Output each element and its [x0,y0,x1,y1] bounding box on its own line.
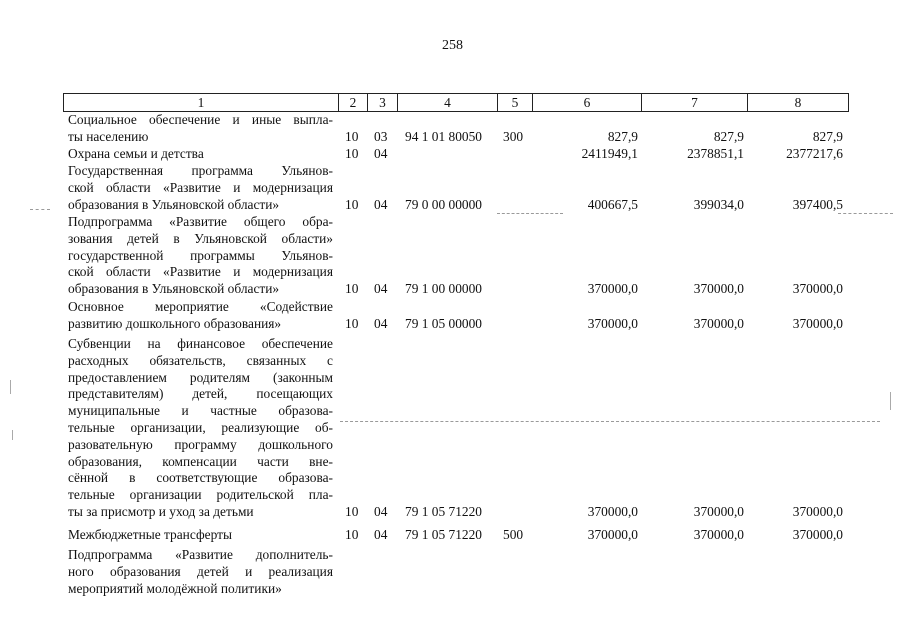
cell-col-8: 370000,0 [792,527,843,542]
description-line: государственной программы Ульянов- [68,247,333,263]
scan-artifact-mark [10,380,11,394]
cell-col-7: 370000,0 [693,527,744,542]
description-line: сённой в соответствующие образова- [68,470,333,486]
header-cell-3: 3 [368,93,398,112]
scan-artifact-line [30,209,50,210]
description-line: развитию дошкольного образования» [68,315,282,331]
description-line: муниципальные и частные образова- [68,403,333,419]
cell-col-8: 827,9 [812,128,843,144]
header-cell-1: 1 [63,93,339,112]
cell-col-3: 04 [374,504,388,519]
cell-col-8: 370000,0 [792,281,843,297]
cell-col-8: 370000,0 [792,504,843,519]
cell-col-4: 79 0 00 00000 [405,196,482,212]
cell-col-2: 10 [345,504,359,519]
header-cell-8: 8 [748,93,849,112]
cell-col-3: 04 [374,527,388,542]
description-line: расходных обязательств, связанных с [68,352,333,368]
scan-artifact-line [497,213,563,214]
cell-col-4: 79 1 05 00000 [405,315,482,331]
cell-col-2: 10 [345,128,359,144]
cell-col-4: 79 1 05 71220 [405,504,482,519]
description-line: ты за присмотр и уход за детьми [68,503,254,519]
description-line: предоставлением родителям (законным [68,369,333,385]
description-line: образования в Ульяновской области» [68,196,280,212]
description-line: ской области «Развитие и модернизация [68,264,333,280]
cell-col-4: 79 1 05 71220 [405,527,482,542]
row-description [68,299,333,333]
cell-col-7: 2378851,1 [687,146,744,161]
cell-col-2: 10 [345,527,359,542]
header-cell-7: 7 [642,93,748,112]
row-description [68,527,333,544]
header-cell-6: 6 [533,93,642,112]
cell-col-7: 370000,0 [693,504,744,519]
description-line: ты населению [68,128,149,144]
cell-col-8: 370000,0 [792,315,843,331]
description-line: ного образования детей и реализация [68,563,333,579]
cell-col-3: 04 [374,315,388,331]
cell-col-6: 370000,0 [587,504,638,519]
cell-col-2: 10 [345,281,359,297]
scan-artifact-line [340,421,880,422]
cell-col-5: 300 [503,128,524,144]
cell-col-7: 399034,0 [693,196,744,212]
cell-col-6: 827,9 [607,128,638,144]
cell-col-6: 370000,0 [587,315,638,331]
cell-col-2: 10 [345,146,359,161]
row-description [68,547,333,597]
description-line: представителям) детей, посещающих [68,386,333,402]
description-line: Охрана семьи и детства [68,146,204,161]
description-line: тельные организации родительской пла- [68,487,333,503]
table-header [63,93,849,112]
description-line: разовательную программу дошкольного [68,436,333,452]
description-line: Подпрограмма «Развитие общего обра- [68,214,333,229]
header-cell-4: 4 [398,93,498,112]
scan-artifact-mark [890,392,891,410]
description-line: тельные организации, реализующие об- [68,419,333,435]
description-line: Государственная программа Ульянов- [68,163,333,178]
cell-col-4: 79 1 00 00000 [405,281,482,297]
cell-col-6: 400667,5 [587,196,638,212]
scan-artifact-line [838,213,893,214]
scan-artifact-mark [12,430,13,440]
description-line: ской области «Развитие и модернизация [68,179,333,195]
description-line: Межбюджетные трансферты [68,527,232,542]
description-line: Подпрограмма «Развитие дополнитель- [68,547,333,562]
cell-col-3: 04 [374,196,388,212]
cell-col-6: 370000,0 [587,527,638,542]
row-description [68,146,333,163]
description-line: образования, компенсации части вне- [68,453,333,469]
row-description [68,112,333,146]
cell-col-4: 94 1 01 80050 [405,128,482,144]
cell-col-7: 827,9 [713,128,744,144]
cell-col-5: 500 [503,527,524,542]
page-number: 258 [442,38,463,53]
row-description [68,336,333,521]
cell-col-3: 04 [374,146,388,161]
cell-col-3: 03 [374,128,388,144]
row-description [68,214,333,298]
cell-col-2: 10 [345,196,359,212]
cell-col-7: 370000,0 [693,315,744,331]
header-cell-5: 5 [498,93,533,112]
description-line: Основное мероприятие «Содействие [68,299,333,314]
cell-col-8: 397400,5 [792,196,843,212]
description-line: Социальное обеспечение и иные выпла- [68,112,333,127]
header-cell-2: 2 [339,93,368,112]
cell-col-6: 2411949,1 [581,146,638,161]
cell-col-7: 370000,0 [693,281,744,297]
cell-col-8: 2377217,6 [786,146,843,161]
description-line: мероприятий молодёжной политики» [68,580,282,596]
description-line: Субвенции на финансовое обеспечение [68,336,333,351]
cell-col-6: 370000,0 [587,281,638,297]
description-line: образования в Ульяновской области» [68,281,280,297]
cell-col-2: 10 [345,315,359,331]
row-description [68,163,333,213]
description-line: зования детей в Ульяновской области» [68,230,333,246]
cell-col-3: 04 [374,281,388,297]
